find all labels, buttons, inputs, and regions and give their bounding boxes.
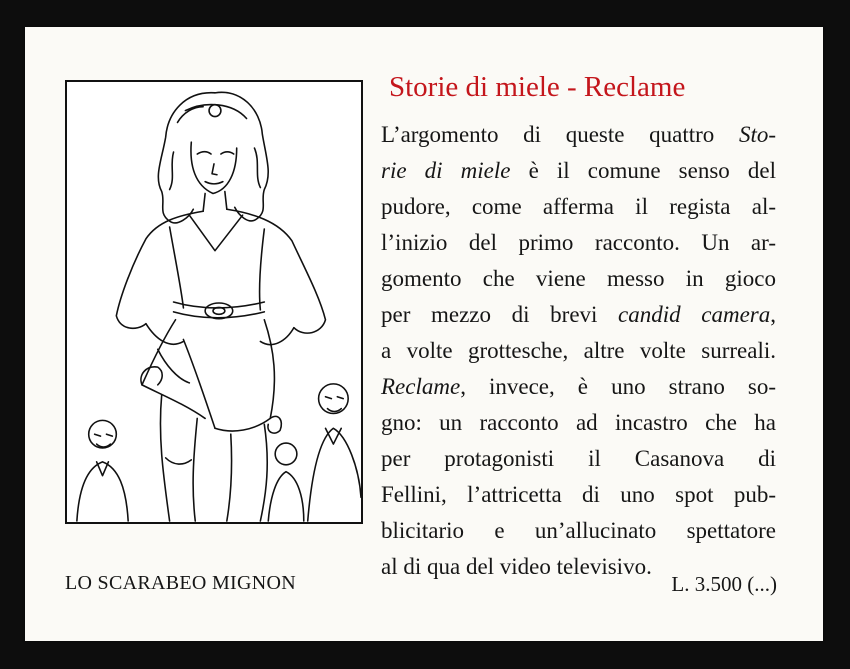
text-segment: per mezzo di brevi bbox=[381, 302, 619, 327]
description-line bbox=[381, 153, 776, 189]
text-segment: Fellini, l’attricetta di uno spot pub- bbox=[381, 482, 776, 507]
description-line bbox=[381, 513, 776, 549]
italic-text: rie di miele bbox=[381, 158, 511, 183]
price-label: L. 3.500 (...) bbox=[671, 572, 777, 596]
text-segment: l’inizio del primo racconto. Un ar- bbox=[381, 230, 776, 255]
text-segment: blicitario e un’allucinato spettatore bbox=[381, 518, 776, 543]
publisher-name: LO SCARABEO MIGNON bbox=[65, 572, 296, 594]
text-segment: al di qua del video televisivo. bbox=[381, 554, 652, 579]
description-line bbox=[381, 225, 776, 261]
description-line bbox=[381, 405, 776, 441]
text-segment: a volte grottesche, altre volte surreali. bbox=[381, 338, 776, 363]
text-segment: L’argomento di queste quattro bbox=[381, 122, 739, 147]
description-line bbox=[381, 261, 776, 297]
book-title: Storie di miele - Reclame bbox=[389, 71, 686, 103]
comic-woman-drawing-icon bbox=[67, 82, 361, 522]
description-line bbox=[381, 297, 776, 333]
description-line bbox=[381, 189, 776, 225]
description-line bbox=[381, 333, 776, 369]
cover-illustration bbox=[65, 80, 363, 524]
book-description bbox=[381, 117, 776, 585]
description-line bbox=[381, 441, 776, 477]
italic-text: candid camera bbox=[618, 302, 771, 327]
text-segment: è il comune senso del bbox=[510, 158, 776, 183]
text-segment: gno: un racconto ad incastro che ha bbox=[381, 410, 776, 435]
book-card bbox=[25, 27, 823, 641]
description-line bbox=[381, 117, 776, 153]
text-segment: gomento che viene messo in gioco bbox=[381, 266, 776, 291]
text-segment: , invece, è uno strano so- bbox=[460, 374, 776, 399]
description-line bbox=[381, 477, 776, 513]
text-segment: per protagonisti il Casanova di bbox=[381, 446, 776, 471]
italic-text: Sto- bbox=[738, 122, 776, 147]
italic-text: Reclame bbox=[381, 374, 461, 399]
text-segment: , bbox=[770, 302, 777, 327]
text-segment: pudore, come afferma il regista al- bbox=[381, 194, 776, 219]
description-line bbox=[381, 369, 776, 405]
